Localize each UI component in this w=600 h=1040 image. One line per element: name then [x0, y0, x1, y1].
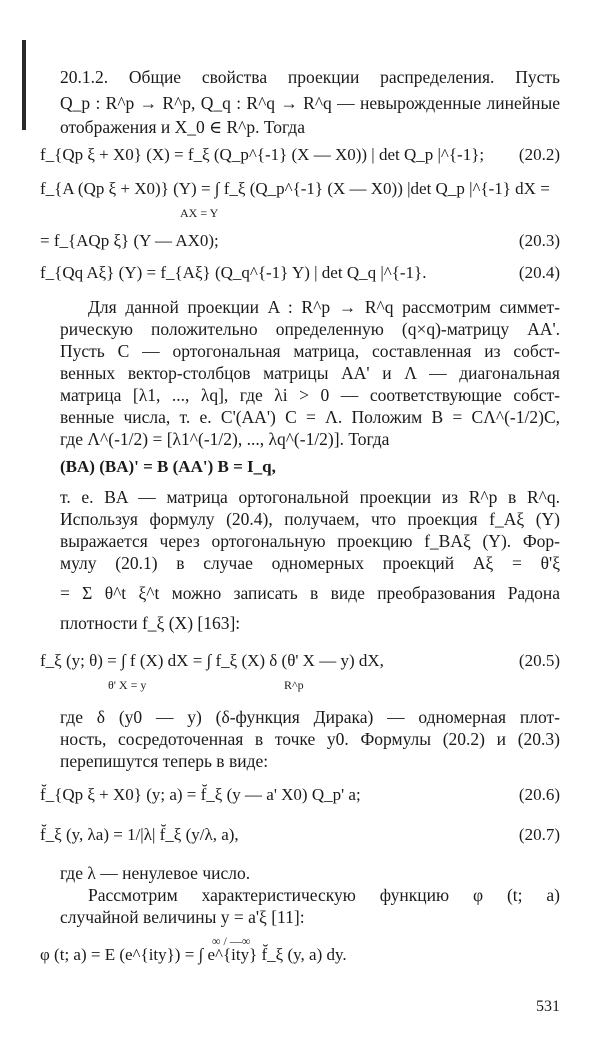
text-line: венных вектор-столбцов матрицы AA' и Λ — диагональная — [60, 363, 560, 383]
text-line: где Λ^(-1/2) = [λ1^(-1/2), ..., λq^(-1/2)]. Тогда — [60, 429, 390, 449]
text-line: где λ — ненулевое число. — [60, 863, 251, 883]
book-page: 20.1.2. Общие свойства проекции распределения. Пусть Q_p : R^p → R^p, Q_q : R^q → R^q — невырожденные линейные отображения и X_0 ∈ R^p. Тогда f_{Qp ξ + X0} (X) = f_ξ (Q_p^{-1} (X — X0)) | det Q_p |^{-1}; (20.2) f_{A (Qp ξ + X0)} (Y) = ∫ f_ξ (Q_p^{-1} (X — X0)) |det Q_p |^{-1} dX = AX = Y = f_{AQp ξ} (Y — AX0); (20.3) f_{Qq Aξ} (Y) = f_{Aξ} (Q_q^{-1} Y) | det Q_q |^{-1}. (20.4) Для данной проекции A : R^p → R^q рассмотрим симмет- рическую положительно определенную (q×q)-матрицу AA'. Пусть C — ортогональная матрица, составленная из собст- венных вектор-столбцов матрицы AA' и Λ — диагональная матрица [λ1, ..., λq], где λi > 0 — соответствующие собст- венные числа, т. е. C'(AA') C = Λ. Положим B = CΛ^(-1/2)C, где Λ^(-1/2) = [λ1^(-1/2), ..., λq^(-1/2)]. Тогда (BA) (BA)' = B (AA') B = I_q, т. е. BA — матрица ортогональной проекции из R^p в R^q. Используя формулу (20.4), получаем, что проекция f_Aξ (Y) выражается через ортогональную проекцию f_BAξ (Y). Фор- мулу (20.1) в случае одномерных проекций Aξ = θ'ξ = Σ θ^t ξ^t можно записать в виде преобразования Радона плотности f_ξ (X) [163]: f_ξ (y; θ) = ∫ f (X) dX = ∫ f_ξ (X) δ (θ' X — y) dX, θ' X = y R^p (20.5) где δ (y0 — y) (δ-функция Дирака) — одномерная плот- ность, сосредоточенная в точке y0. Формулы (20.2) и (20.3) перепишутся теперь в виде: f̆_{Qp ξ + X0} (y; a) = f̆_ξ (y — a' X0) Q_p' a; (20.6) f̆_ξ (y, λa) = 1/|λ| f̆_ξ (y/λ, a), (20.7) где λ — ненулевое число. Рассмотрим характеристическую функцию φ (t; a) случайной величины y = a'ξ [11]: φ (t; a) = E (e^{ity}) = ∫ e^{ity} f̆_ξ (y, a) dy. ∞ / —∞ 531 — [0, 0, 600, 1040]
text-line: отображения и X_0 ∈ R^p. Тогда — [60, 117, 305, 137]
text-line: выражается через ортогональную проекцию f_BAξ (Y). Фор- — [60, 531, 560, 551]
text-line: плотности f_ξ (X) [163]: — [60, 613, 241, 633]
text-line: Пусть C — ортогональная матрица, составленная из собст- — [60, 341, 560, 361]
text-line: т. е. BA — матрица ортогональной проекции из R^p в R^q. — [60, 487, 560, 507]
text-line: перепишутся теперь в виде: — [60, 751, 269, 771]
text-line: рическую положительно определенную (q×q)-матрицу AA'. — [60, 319, 560, 339]
text-line: Q_p : R^p → R^p, Q_q : R^q → R^q — невырожденные линейные — [60, 93, 560, 113]
equation-characteristic: φ (t; a) = E (e^{ity}) = ∫ e^{ity} f̆_ξ (y, a) dy. ∞ / —∞ — [40, 934, 347, 964]
equation-20-5: f_ξ (y; θ) = ∫ f (X) dX = ∫ f_ξ (X) δ (θ' X — y) dX, θ' X = y R^p (20.5) — [40, 651, 560, 692]
equation-integral: f_{A (Qp ξ + X0)} (Y) = ∫ f_ξ (Q_p^{-1} (X — X0)) |det Q_p |^{-1} dX = AX = Y — [40, 179, 550, 220]
text-line: 20.1.2. Общие свойства проекции распределения. Пусть — [60, 67, 560, 87]
text-line: мулу (20.1) в случае одномерных проекций Aξ = θ'ξ — [60, 553, 560, 573]
text-line: где δ (y0 — y) (δ-функция Дирака) — одномерная плот- — [60, 707, 560, 727]
text-line: ность, сосредоточенная в точке y0. Формулы (20.2) и (20.3) — [60, 729, 560, 749]
text-line: случайной величины y = a'ξ [11]: — [60, 907, 305, 927]
text-line: Используя формулу (20.4), получаем, что проекция f_Aξ (Y) — [60, 509, 560, 529]
text-line: матрица [λ1, ..., λq], где λi > 0 — соответствующие собст- — [60, 385, 560, 405]
text-line: Для данной проекции A : R^p → R^q рассмотрим симмет- — [88, 297, 560, 317]
binding-shadow — [22, 40, 26, 130]
text-line: = Σ θ^t ξ^t можно записать в виде преобразования Радона — [60, 583, 560, 603]
page-number: 531 — [536, 998, 560, 1015]
text-line: Рассмотрим характеристическую функцию φ (t; a) — [88, 885, 560, 905]
text-line: венные числа, т. е. C'(AA') C = Λ. Положим B = CΛ^(-1/2)C, — [60, 407, 560, 427]
